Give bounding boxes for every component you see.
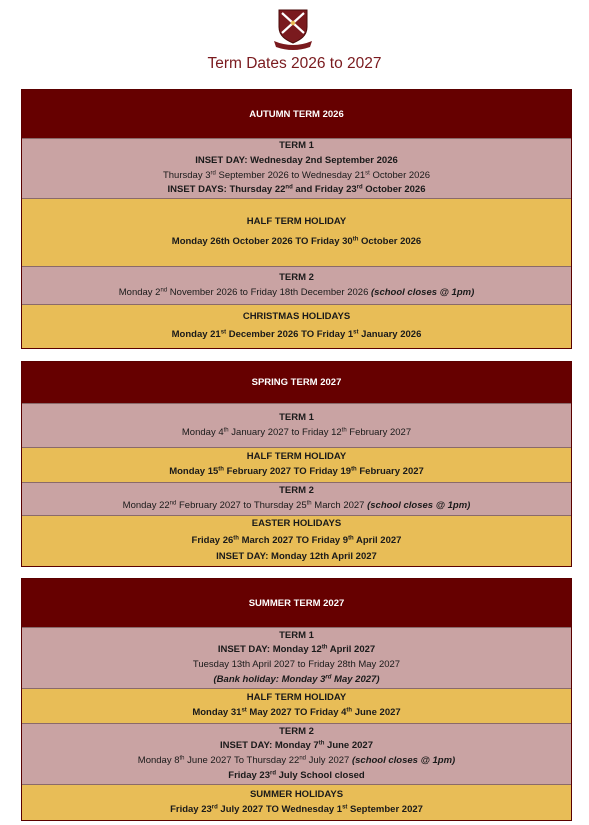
row-title: HALF TERM HOLIDAY: [246, 216, 347, 228]
holiday-dates-line: Monday 15th February 2027 TO Friday 19th February 2027: [169, 466, 424, 477]
page-title: Term Dates 2026 to 2027: [207, 55, 382, 72]
row-title: HALF TERM HOLIDAY: [246, 692, 347, 704]
row-title: TERM 2: [279, 485, 314, 497]
row-title: CHRISTMAS HOLIDAYS: [242, 311, 351, 323]
holiday-dates-line: Friday 26th March 2027 TO Friday 9th April 2027: [191, 534, 402, 546]
holiday-dates-line: Monday 31st May 2027 TO Friday 4th June 2027: [192, 707, 401, 718]
summer-term2-row: [22, 723, 571, 784]
summer-holidays-row: [22, 784, 571, 820]
inset-day-line: INSET DAY: Monday 7th June 2027: [220, 740, 373, 752]
inset-day-line: INSET DAY: Monday 12th April 2027: [216, 551, 377, 563]
term-dates-line: Monday 2nd November 2026 to Friday 18th December 2026 (school closes @ 1pm): [118, 286, 475, 298]
row-title: HALF TERM HOLIDAY: [246, 451, 347, 463]
autumn-christmas-row: [22, 304, 571, 348]
row-title: TERM 2: [279, 271, 314, 283]
autumn-term-header: AUTUMN TERM 2026: [22, 90, 571, 138]
spring-term1-row: [22, 403, 571, 447]
row-title: EASTER HOLIDAYS: [251, 518, 342, 530]
term-dates-line: Tuesday 13th April 2027 to Friday 28th May 2027: [192, 659, 401, 670]
spring-term2-row: [22, 482, 571, 515]
term-dates-line: Monday 4th January 2027 to Friday 12th February 2027: [181, 426, 412, 438]
summer-term-table: [21, 578, 572, 821]
summer-half-term-row: [22, 688, 571, 723]
row-title: SUMMER HOLIDAYS: [249, 788, 344, 800]
inset-day-line: INSET DAY: Monday 12th April 2027: [217, 644, 376, 656]
school-closed-line: Friday 23rd July School closed: [228, 769, 365, 781]
row-title: TERM 1: [279, 140, 314, 152]
spring-term-table: [21, 361, 572, 567]
bank-holiday-line: (Bank holiday: Monday 3rd May 2027): [213, 673, 380, 685]
term-dates-line: Thursday 3rd September 2026 to Wednesday 21st October 2026: [162, 169, 431, 181]
spring-easter-row: [22, 515, 571, 566]
row-title: TERM 1: [279, 629, 314, 641]
summer-term1-row: [22, 627, 571, 688]
row-title: TERM 1: [279, 411, 314, 423]
holiday-dates-line: Monday 21st December 2026 TO Friday 1st January 2026: [171, 329, 422, 340]
summer-term-header: SUMMER TERM 2027: [22, 579, 571, 627]
autumn-term2-row: [22, 266, 571, 304]
term-dates-line: Monday 22nd February 2027 to Thursday 25th March 2027 (school closes @ 1pm): [122, 500, 471, 511]
inset-days-line: INSET DAYS: Thursday 22nd and Friday 23rd October 2026: [167, 184, 426, 196]
autumn-term-table: [21, 89, 572, 349]
school-crest-icon: [271, 7, 315, 51]
row-title: TERM 2: [279, 725, 314, 737]
holiday-dates-line: Friday 23rd July 2027 TO Wednesday 1st September 2027: [170, 803, 423, 815]
holiday-dates-line: Monday 26th October 2026 TO Friday 30th October 2026: [171, 236, 422, 247]
spring-term-header: SPRING TERM 2027: [22, 362, 571, 403]
autumn-term1-row: [22, 138, 571, 198]
spring-half-term-row: [22, 447, 571, 482]
autumn-half-term-row: [22, 198, 571, 266]
term-dates-line: Monday 8th June 2027 To Thursday 22nd July 2027 (school closes @ 1pm): [137, 755, 456, 766]
inset-day-line: INSET DAY: Wednesday 2nd September 2026: [195, 154, 398, 166]
